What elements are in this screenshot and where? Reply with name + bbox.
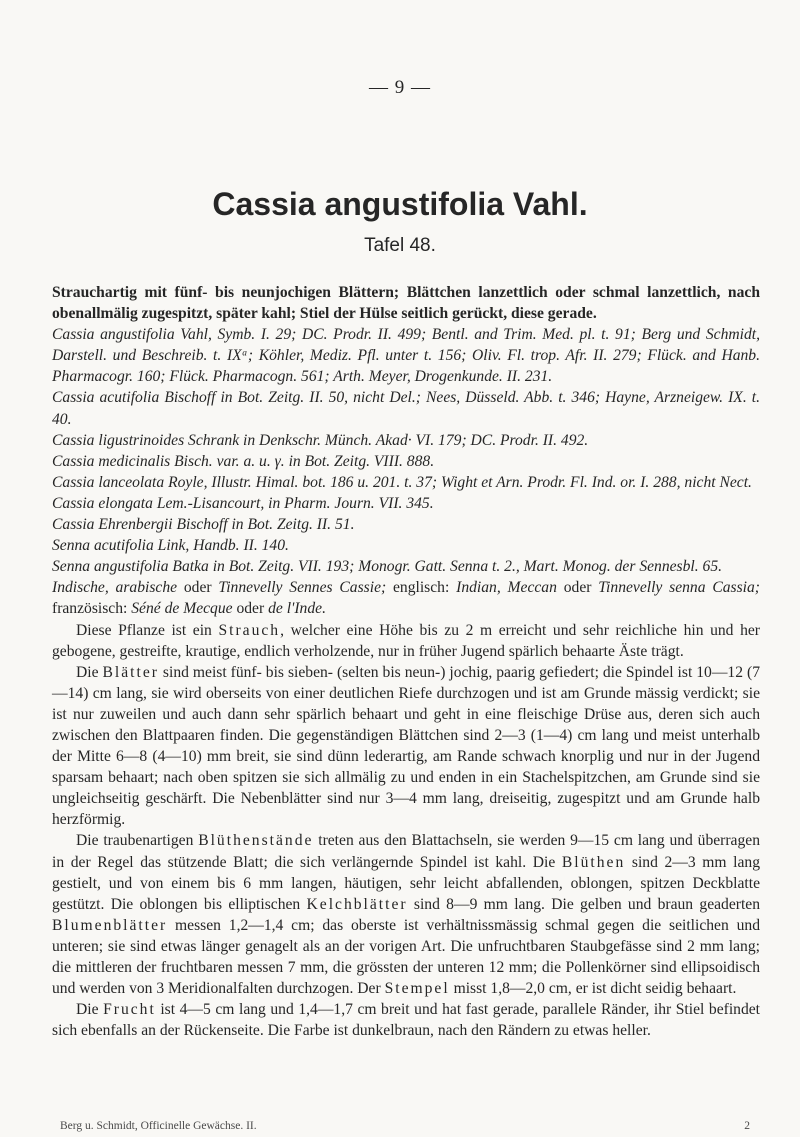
signature-mark: 2 <box>744 1120 750 1132</box>
text-body <box>52 282 760 1041</box>
synonym-3: Cassia ligustrinoides Schrank in Denkschr. Münch. Akad· VI. 179; DC. Prodr. II. 492. <box>52 431 589 449</box>
synonym-2: Cassia acutifolia Bischoff in Bot. Zeitg. II. 50, nicht Del.; Nees, Düsseld. Abb. t. 346; Hayne, Arzneigew. IX. t. 40. <box>52 389 760 428</box>
paragraph-leaves: Die Blätter sind meist fünf- bis sieben- (selten bis neun-) jochig, paarig gefiedert; die Spindel ist 10—12 (7—14) cm lang, sie wird oberseits von einer deutlichen Riefe durchzogen und ist am Grunde mässig verdickt; sie ist nur zuweilen und auch dann sehr spärlich behaart und geht in eine fleischige Drüse aus, deren sich auch zwischen den Blattpaaren finden. Die gegenständigen Blättchen sind 2—3 (1—4) cm lang und meist unterhalb der Mitte 6—8 (4—10) mm breit, sie sind dünn lederartig, am Rande schwach knorplig und nur in der Jugend sparsam behaart; nach oben spitzen sie sich allmälig zu und enden in ein Stachelspitzchen, am Grunde sind sie ungleichseitig geschärft. Die Nebenblätter sind nur 3—4 mm lang, dreiseitig, zugespitzt und am Grunde halb herzförmig. <box>52 663 760 829</box>
paragraph-habit: Diese Pflanze ist ein Strauch, welcher eine Höhe bis zu 2 m erreicht und sehr reichliche hin und her gebogene, gestreifte, krautige, endlich verholzende, nur in früher Jugend spärlich behaarte Äste trägt. <box>52 621 760 660</box>
synonym-1: Cassia angustifolia Vahl, Symb. I. 29; DC. Prodr. II. 499; Bentl. and Trim. Med. pl. t. 91; Berg und Schmidt, Darstell. und Beschreib. t. IXᵃ; Köhler, Mediz. Pfl. unter t. 156; Oliv. Fl. trop. Afr. II. 279; Flück. and Hanb. Pharmacogr. 160; Flück. Pharmacogn. 561; Arth. Meyer, Drogenkunde. II. 231. <box>52 326 760 386</box>
common-names: Indische, arabische oder Tinnevelly Sennes Cassie; englisch: Indian, Meccan oder Tinnevelly senna Cassia; französisch: Séné de Mecque oder de l'Inde. <box>52 579 761 618</box>
synonym-7: Cassia Ehrenbergii Bischoff in Bot. Zeitg. II. 51. <box>52 516 355 534</box>
diagnosis: Strauchartig mit fünf- bis neunjochigen Blättern; Blättchen lanzettlich oder schmal lanzettlich, nach obenallmälig zugespitzt, später kahl; Stiel der Hülse seitlich gerückt, diese gerade. <box>52 284 760 323</box>
paragraph-flowers: Die traubenartigen Blüthenstände treten aus den Blattachseln, sie werden 9—15 cm lang und überragen in der Regel das stützende Blatt; die sich verlängernde Spindel ist kahl. Die Blüthen sind 2—3 mm lang gestielt, und von einem bis 6 mm langen, häutigen, sehr leicht abfallenden, oblongen, spitzen Deckblatte gestützt. Die oblongen bis elliptischen Kelchblätter sind 8—9 mm lang. Die gelben und braun geaderten Blumenblätter messen 1,2—1,4 cm; das oberste ist verhältnissmässig schmal gegen die seitlichen und unteren; sie sind etwas länger genagelt als an der vorigen Art. Die unfruchtbaren Staubgefässe sind 2 mm lang; die mittleren der fruchtbaren messen 7 mm, die grössten der unteren 12 mm; die Pollenkörner sind ellipsoidisch und werden von 3 Meridionalfalten durchzogen. Der Stempel misst 1,8—2,0 cm, er ist dicht seidig behaart. <box>52 832 760 998</box>
synonym-9: Senna angustifolia Batka in Bot. Zeitg. VII. 193; Monogr. Gatt. Senna t. 2., Mart. Monog. der Sennesbl. 65. <box>52 558 723 576</box>
synonym-8: Senna acutifolia Link, Handb. II. 140. <box>52 537 289 555</box>
synonym-4: Cassia medicinalis Bisch. var. a. u. γ. in Bot. Zeitg. VIII. 888. <box>52 452 435 470</box>
page-title: Cassia angustifolia Vahl. <box>212 186 588 222</box>
synonym-6: Cassia elongata Lem.-Lisancourt, in Pharm. Journ. VII. 345. <box>52 494 434 512</box>
plate-label: Tafel 48. <box>364 235 436 256</box>
page-number: — 9 — <box>369 77 431 98</box>
paragraph-fruit: Die Frucht ist 4—5 cm lang und 1,4—1,7 cm breit und hat fast gerade, parallele Ränder, ihr Stiel befindet sich ebenfalls an der Rückenseite. Die Farbe ist dunkelbraun, nach den Rändern zu etwas heller. <box>52 1001 760 1040</box>
synonym-5: Cassia lanceolata Royle, Illustr. Himal. bot. 186 u. 201. t. 37; Wight et Arn. Prodr. Fl. Ind. or. I. 288, nicht Nect. <box>52 473 752 491</box>
footer-source: Berg u. Schmidt, Officinelle Gewächse. II. <box>60 1120 257 1132</box>
page-footer <box>60 1120 750 1132</box>
